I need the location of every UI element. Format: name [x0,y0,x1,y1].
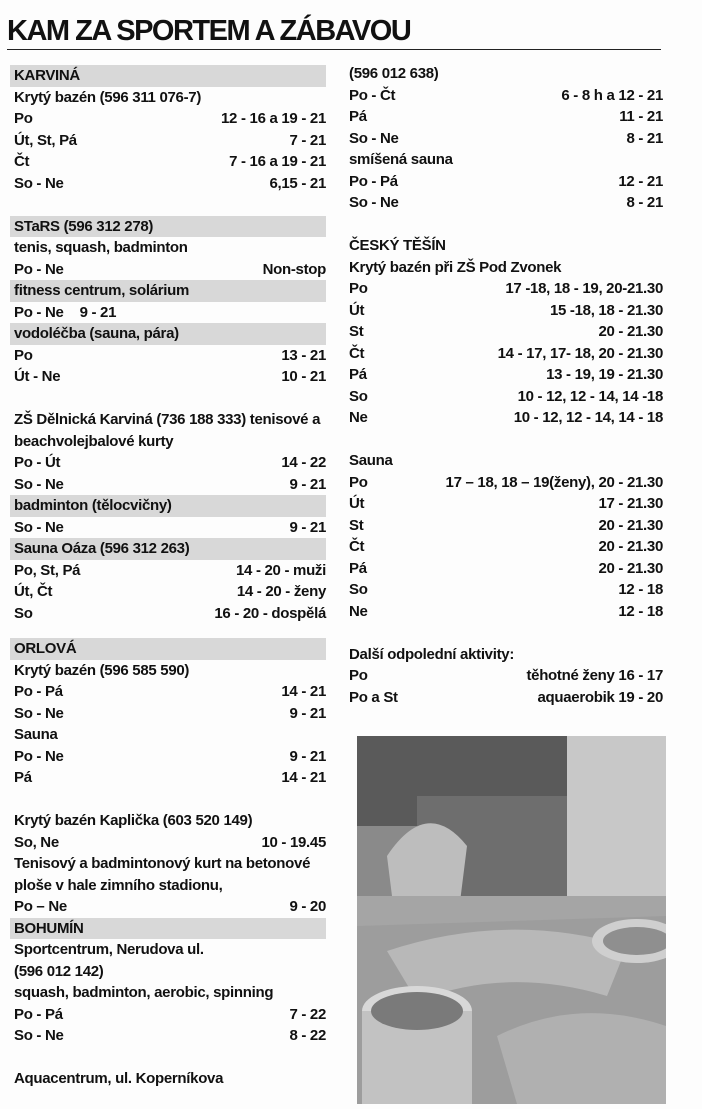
schedule-row [349,579,663,601]
day: Pá [14,769,32,786]
schedule-row [14,1004,326,1026]
schedule-row [349,300,663,322]
schedule-row [14,130,326,152]
time: 15 -18, 18 - 21.30 [549,301,663,319]
day: So - Ne [349,194,399,211]
sport-sub: squash, badminton, aerobic, spinning [14,984,274,1001]
page-title: KAM ZA SPORTEM A ZÁBAVOU [7,14,661,50]
time: 14 - 20 - ženy [236,583,326,600]
section-heading-tesin: ČESKÝ TĚŠÍN [349,237,446,254]
time: 12 - 18 [618,602,663,620]
time: 14 - 17, 17- 18, 20 - 21.30 [497,344,663,362]
day: So - Ne [349,129,399,147]
time: 8 - 21 [626,194,663,211]
time: 9 - 21 [289,518,326,536]
spacer [14,194,326,216]
time: 9 - 20 [289,898,326,915]
day: Pá [349,108,367,125]
time: 10 - 19.45 [261,833,326,851]
schedule-row [349,171,663,193]
day: Po [349,667,368,684]
schedule-row [349,536,663,558]
day: Po - Pá [14,683,63,700]
spacer [14,624,326,638]
time: 20 - 21.30 [598,538,663,555]
section-heading-orlova: ORLOVÁ [10,638,326,660]
day: Po [349,473,368,491]
schedule-row [14,474,326,496]
sport-title: Sportcentrum, Nerudova ul. [14,941,204,958]
day: Po - Ne [14,303,64,321]
schedule-row [14,767,326,789]
kaplicka-desc: Tenisový a badmintonový kurt na betonové ploše v hale zimního stadionu, [14,855,311,894]
time: 10 - 12, 12 - 14, 14 -18 [517,387,663,405]
schedule-row [349,407,663,429]
day: So - Ne [14,704,64,722]
schedule-row [14,1025,326,1047]
time: 9 - 21 [289,747,326,765]
swimming-pool-photo [357,736,666,1104]
day: Čt [349,344,365,362]
day: Po - Čt [349,86,396,104]
time: Non-stop [262,260,326,278]
schedule-row [349,558,663,580]
spacer [14,388,326,410]
left-column [14,65,326,1090]
schedule-row [349,364,663,386]
spacer [349,622,663,644]
schedule-row [349,665,663,687]
zs-title: ZŠ Dělnická Karviná (736 188 333) tenisové a beachvolejbalové kurty [14,411,321,450]
tesin-sauna-title: Sauna [349,452,393,469]
schedule-row [349,321,663,343]
schedule-row [14,703,326,725]
day: Po a St [349,688,398,706]
day: Po, St, Pá [14,561,81,579]
day: Ne [349,602,368,620]
schedule-row [349,472,663,494]
kaplicka-title: Krytý bazén Kaplička (603 520 149) [14,812,253,829]
day: So [349,387,368,405]
spacer [349,214,663,236]
day: So [349,581,368,598]
time: 6,15 - 21 [269,174,326,192]
schedule-row [349,601,663,623]
time: 10 - 12, 12 - 14, 14 - 18 [513,409,663,426]
section-heading-karvina: KARVINÁ [10,65,326,87]
zs-sub: badminton (tělocvičny) [10,495,326,517]
karvina-pool-title: Krytý bazén (596 311 076-7) [14,88,202,106]
day: Čt [14,153,30,170]
schedule-row [14,302,326,324]
spacer [349,429,663,451]
time: 12 - 18 [618,581,663,598]
aqua-title: Aquacentrum, ul. Koperníkova [14,1070,224,1087]
schedule-row [14,746,326,768]
orlova-pool-title: Krytý bazén (596 585 590) [14,661,190,679]
day: Út [349,495,365,512]
round-pool-inner [371,992,463,1030]
time: 14 - 21 [281,769,326,786]
schedule-row [14,832,326,854]
sauna-oaza-title: Sauna Oáza (596 312 263) [10,538,326,560]
day: So - Ne [14,1027,64,1044]
schedule-row [14,517,326,539]
time: 9 - 21 [289,475,326,493]
time: 20 - 21.30 [598,323,663,340]
day: Po - Ne [14,747,64,765]
mixed-sauna-label: smíšená sauna [349,151,453,168]
other-activities-title: Další odpolední aktivity: [349,645,515,663]
window-wall [567,736,666,906]
time: aquaerobik 19 - 20 [537,688,663,706]
time: 14 - 22 [281,454,326,471]
day: St [349,516,364,534]
time: 9 - 21 [289,704,326,722]
day: Út [349,301,365,319]
stars-sub-2: fitness centrum, solárium [10,280,326,302]
stars-sub-3: vodoléčba (sauna, pára) [10,323,326,345]
schedule-row [14,345,326,367]
time: 12 - 16 a 19 - 21 [221,110,326,127]
schedule-row [349,343,663,365]
day: Po - Pá [14,1005,63,1023]
day: Pá [349,366,367,383]
schedule-row [14,452,326,474]
section-heading-bohumin: BOHUMÍN [10,918,326,940]
schedule-row [349,386,663,408]
schedule-row [14,896,326,918]
time: 17 – 18, 18 – 19(ženy), 20 - 21.30 [445,473,663,491]
time: 9 - 21 [79,303,117,321]
day: So [14,604,33,622]
time: 7 - 21 [289,131,326,149]
day: Po [14,110,33,127]
schedule-row [14,366,326,388]
time: 8 - 21 [626,129,663,147]
time: 17 -18, 18 - 19, 20-21.30 [505,280,663,297]
time: 14 - 20 - muži [236,561,326,579]
spacer [14,1047,326,1069]
day: So - Ne [14,174,64,192]
foreground-edge [497,1013,666,1104]
day: Po [14,346,33,364]
time: 11 - 21 [619,108,663,125]
day: So - Ne [14,518,64,536]
day: Po - Ne [14,260,64,278]
right-column [349,63,663,708]
schedule-row [349,687,663,709]
day: St [349,323,364,340]
day: Po - Pá [349,172,398,190]
schedule-row [349,192,663,214]
time: 7 - 22 [289,1005,326,1023]
schedule-row [349,493,663,515]
time: 7 - 16 a 19 - 21 [229,153,326,170]
schedule-row [349,278,663,300]
time: 6 - 8 h a 12 - 21 [561,86,663,104]
day: Út, St, Pá [14,131,77,149]
schedule-row [14,581,326,603]
day: Po [349,280,368,297]
time: 16 - 20 - dospělá [214,604,326,622]
stars-title: STaRS (596 312 278) [10,216,326,238]
swimming-pool-illustration [357,736,666,1104]
schedule-row [14,108,326,130]
time: 10 - 21 [281,368,326,385]
time: 13 - 19, 19 - 21.30 [546,366,663,383]
schedule-row [349,515,663,537]
schedule-row [14,603,326,625]
schedule-row [349,128,663,150]
time: 14 - 21 [281,683,326,700]
day: Út, Čt [14,583,53,600]
time: 17 - 21.30 [598,495,663,512]
schedule-row [14,151,326,173]
day: Út - Ne [14,368,61,385]
day: Pá [349,559,367,577]
time: 20 - 21.30 [598,559,663,577]
sport-phone: (596 012 142) [14,962,104,980]
tesin-pool-title: Krytý bazén při ZŠ Pod Zvonek [349,258,562,276]
day: Čt [349,538,365,555]
aqua-phone: (596 012 638) [349,65,439,82]
schedule-row [14,259,326,281]
stars-sub-1: tenis, squash, badminton [14,239,188,256]
time: 13 - 21 [281,346,326,364]
day: So, Ne [14,833,59,851]
schedule-row [14,560,326,582]
time: 12 - 21 [618,172,663,190]
time: 20 - 21.30 [598,516,663,534]
schedule-row [349,106,663,128]
day: Po – Ne [14,898,67,915]
spacer [14,789,326,811]
schedule-row [14,173,326,195]
day: Po - Út [14,454,61,471]
schedule-row [349,85,663,107]
day: So - Ne [14,475,64,493]
orlova-sauna-label: Sauna [14,726,58,743]
time: těhotné ženy 16 - 17 [526,667,663,684]
schedule-row [14,681,326,703]
day: Ne [349,409,368,426]
time: 8 - 22 [289,1027,326,1044]
